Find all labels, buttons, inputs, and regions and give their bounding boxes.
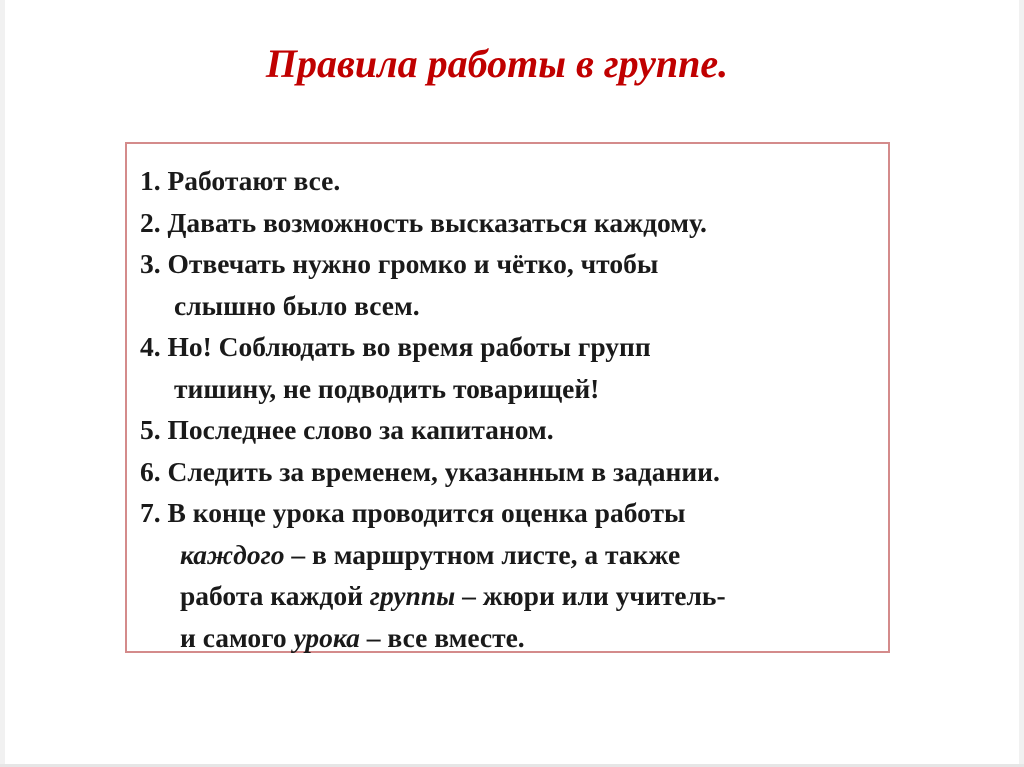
rule-number: 3. — [140, 248, 161, 279]
page-title: Правила работы в группе. — [265, 41, 729, 86]
rule-item-3 — [140, 243, 885, 326]
rule-text-continuation — [140, 617, 885, 659]
rule-text-fragment: – жюри или учитель- — [455, 580, 726, 611]
rule-text: Отвечать нужно громко и чётко, чтобы — [167, 248, 659, 279]
rule-text: Следить за временем, указанным в задании. — [167, 455, 720, 487]
rule-text: Работают все. — [167, 165, 341, 196]
rule-number: 5. — [140, 414, 161, 445]
emphasis-text: группы — [369, 580, 456, 611]
emphasis-text: каждого — [180, 538, 285, 570]
rule-number: 4. — [140, 331, 161, 362]
rule-item-4 — [140, 326, 885, 409]
rule-text-fragment: – все вместе. — [359, 621, 525, 653]
slide-right-edge — [1019, 0, 1024, 767]
rule-text-fragment: – в маршрутном листе, а также — [284, 538, 681, 570]
rule-item-2 — [140, 202, 885, 244]
rule-number: 2. — [140, 206, 161, 238]
rule-number: 7. — [140, 497, 161, 528]
rule-number: 1. — [140, 165, 161, 196]
rule-item-5 — [140, 409, 885, 451]
rule-text: Но! Соблюдать во время работы групп — [167, 331, 651, 362]
rule-text-fragment: работа каждой — [180, 580, 370, 611]
rule-item-7 — [140, 492, 885, 658]
rule-text-fragment: и самого — [180, 621, 294, 653]
rule-text-continuation — [140, 575, 885, 617]
rule-text: В конце урока проводится оценка работы — [167, 497, 686, 528]
rule-text: Давать возможность высказаться каждому. — [167, 206, 707, 238]
rule-item-1 — [140, 160, 885, 202]
rule-text-continuation: слышно было всем. — [174, 289, 420, 321]
rule-text-continuation — [140, 534, 885, 576]
rules-list — [140, 160, 885, 658]
rule-item-6 — [140, 451, 885, 493]
emphasis-text: урока — [293, 621, 360, 653]
rule-text-continuation: тишину, не подводить товарищей! — [174, 372, 600, 404]
rule-number: 6. — [140, 455, 161, 487]
slide-left-edge — [0, 0, 5, 767]
rule-text: Последнее слово за капитаном. — [167, 414, 554, 445]
